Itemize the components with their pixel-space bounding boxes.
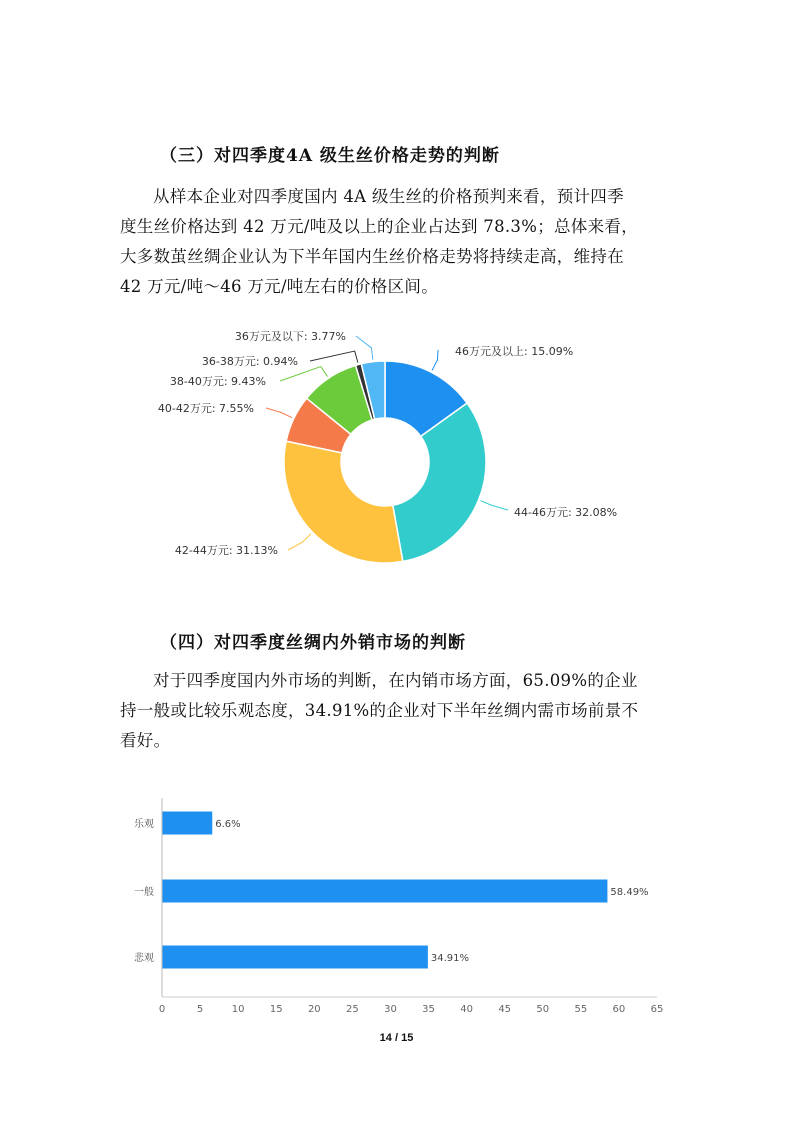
slice-label: 36万元及以下: 3.77% (234, 330, 346, 343)
page-number: 14 / 15 (379, 1032, 414, 1044)
x-tick-label: 10 (231, 1004, 245, 1015)
paragraph-line: 对于四季度国内外市场的判断，在内销市场方面，65.09%的企业 (153, 671, 638, 690)
paragraph-line: 从样本企业对四季度国内 4A 级生丝的价格预判来看，预计四季 (153, 187, 624, 206)
paragraph-line: 度生丝价格达到 42 万元/吨及以上的企业占达到 78.3%；总体来看， (120, 217, 639, 236)
bar (162, 880, 607, 903)
value-label: 34.91% (430, 953, 469, 964)
x-tick-label: 60 (612, 1004, 626, 1015)
category-label: 乐观 (134, 819, 154, 830)
section4-paragraph (120, 666, 680, 756)
market-bar-chart (0, 790, 793, 1020)
leader-line (310, 351, 358, 363)
section4-heading: （四）对四季度丝绸内外销市场的判断 (160, 633, 466, 653)
leader-line (480, 501, 508, 510)
category-label: 一般 (134, 887, 154, 898)
x-tick-label: 5 (196, 1004, 204, 1015)
value-label: 58.49% (610, 887, 649, 898)
bar (162, 812, 212, 835)
x-tick-label: 65 (650, 1004, 664, 1015)
x-tick-label: 45 (498, 1004, 512, 1015)
paragraph-line: 持一般或比较乐观态度，34.91%的企业对下半年丝绸内需市场前景不 (120, 701, 639, 720)
price-donut-chart (0, 320, 793, 580)
value-label: 6.6% (215, 819, 241, 830)
leader-line (356, 336, 373, 360)
leader-line (432, 350, 438, 370)
section3-paragraph (120, 182, 680, 302)
x-tick-label: 30 (384, 1004, 397, 1015)
donut-slice (284, 441, 403, 563)
section3-heading: （三）对四季度4A 级生丝价格走势的判断 (160, 146, 500, 166)
paragraph-line: 42 万元/吨～46 万元/吨左右的价格区间。 (120, 277, 438, 296)
x-tick-label: 35 (422, 1004, 435, 1015)
x-tick-label: 50 (536, 1004, 550, 1015)
x-tick-label: 15 (269, 1004, 283, 1015)
x-tick-label: 55 (574, 1004, 588, 1015)
slice-label: 42-44万元: 31.13% (174, 544, 278, 557)
leader-line (288, 534, 311, 550)
donut-slice (393, 403, 486, 561)
paragraph-line: 大多数茧丝绸企业认为下半年国内生丝价格走势将持续走高，维持在 (120, 247, 624, 266)
category-label: 悲观 (134, 953, 154, 964)
slice-label: 44-46万元: 32.08% (514, 506, 618, 519)
x-tick-label: 20 (307, 1004, 321, 1015)
x-tick-label: 25 (346, 1004, 359, 1015)
x-tick-label: 0 (158, 1004, 166, 1015)
slice-label: 46万元及以上: 15.09% (455, 345, 574, 358)
slice-label: 36-38万元: 0.94% (201, 355, 298, 368)
paragraph-line: 看好。 (120, 731, 171, 750)
slice-label: 38-40万元: 9.43% (169, 375, 266, 388)
leader-line (266, 408, 292, 418)
leader-line (280, 367, 328, 381)
slice-label: 40-42万元: 7.55% (157, 402, 254, 415)
bar (162, 946, 428, 969)
x-tick-label: 40 (460, 1004, 473, 1015)
